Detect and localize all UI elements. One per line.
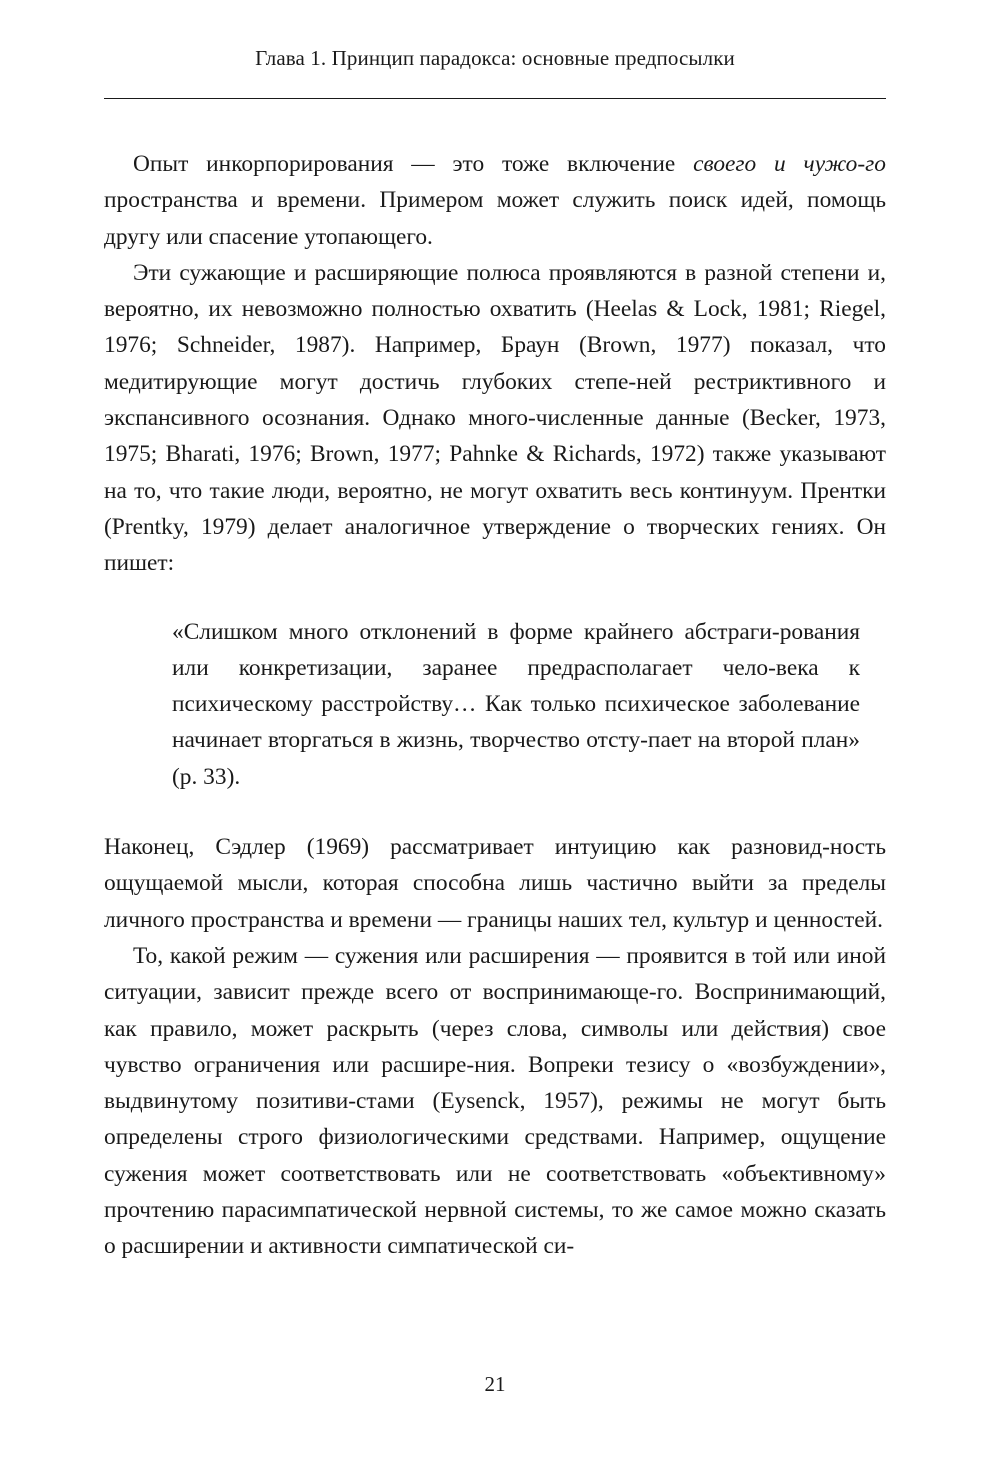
paragraph-4: То, какой режим — сужения или расширения — проявится в той или иной ситуации, зависит прежде всего от воспринимающе-го. Воспринимающий, как правило, может раскрыть (через слова, символы или действия) свое чувство ограничения или расшире-ния. Вопреки тезису о «возбуждении», выдвинутому позитиви-стами (Eysenck, 1957), режимы не могут быть определены строго физиологическими средствами. Например, ощущение сужения может соответствовать или не соответствовать «объективному» прочтению парасимпатической нервной системы, то же самое можно сказать о расширении и активности симпатической си- [104,942,886,1260]
page-number: 21 [484,1372,506,1396]
paragraph-1-text-end: пространства и времени. Примером может служить поиск идей, помощь другу или спасение утопающего. [104,187,886,250]
paragraph-1-text-start: Опыт инкорпорирования — это тоже включение [133,151,694,177]
page-body [104,146,886,1265]
paragraph-1-italic: своего и чужо-го [693,151,886,177]
running-header: Глава 1. Принцип парадокса: основные предпосылки [255,46,735,70]
block-quote: «Слишком много отклонений в форме крайнего абстраги-рования или конкретизации, заранее предрасполагает чело-века к психическому расстройству… Как только психическое заболевание начинает вторгаться в жизнь, творчество отсту-пает на второй план» (p. 33). [172,618,860,790]
paragraph-1 [104,146,886,255]
paragraph-3: Наконец, Сэдлер (1969) рассматривает интуицию как разновид-ность ощущаемой мысли, которая способна лишь частично выйти за пределы личного пространства и времени — границы наших тел, культур и ценностей. [104,834,886,933]
header-rule [104,98,886,99]
paragraph-2: Эти сужающие и расширяющие полюса проявляются в разной степени и, вероятно, их невозможно полностью охватить (Heelas & Lock, 1981; Riegel, 1976; Schneider, 1987). Например, Браун (Brown, 1977) показал, что медитирующие могут достичь глубоких степе-ней рестриктивного и экспансивного осознания. Однако много-численные данные (Becker, 1973, 1975; Bharati, 1976; Brown, 1977; Pahnke & Richards, 1972) также указывают на то, что такие люди, вероятно, не могут охватить весь континуум. Прентки (Prentky, 1979) делает аналогичное утверждение о творческих гениях. Он пишет: [104,259,886,577]
